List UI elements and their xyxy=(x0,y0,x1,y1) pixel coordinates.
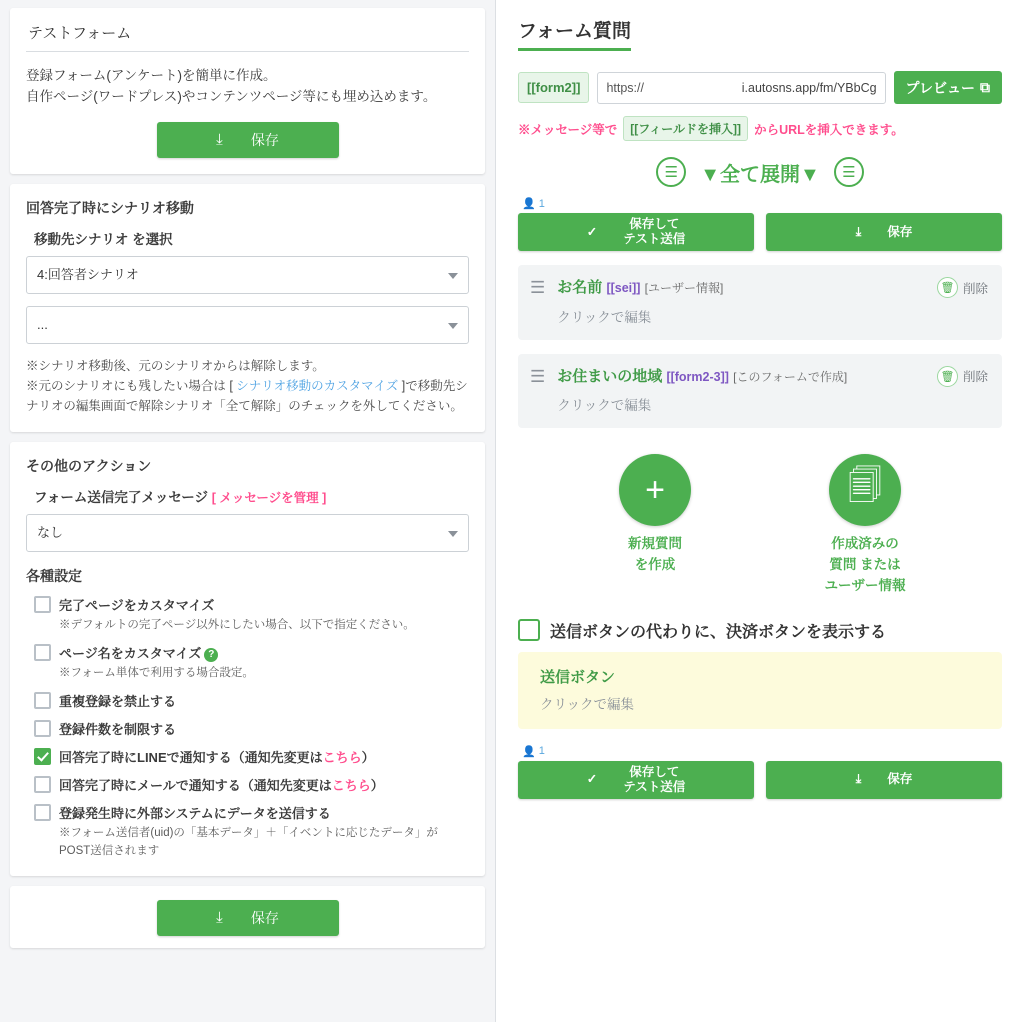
form-description-line2: 自作ページ(ワードプレス)やコンテンツページ等にも埋め込めます。 xyxy=(26,88,437,104)
checkbox-label-text-page-name: ページ名をカスタマイズ xyxy=(59,646,202,662)
save-and-test-label-top xyxy=(623,217,685,247)
list-icon-right[interactable]: ☰ xyxy=(834,157,864,187)
scenario-select-1-wrap xyxy=(26,256,469,294)
add-new-line2: を作成 xyxy=(634,556,676,572)
expand-all-button[interactable]: ▼全て展開▼ xyxy=(700,163,820,186)
scenario-note-2 xyxy=(26,376,469,416)
scenario-select-1[interactable] xyxy=(26,256,469,294)
scenario-section-title: 回答完了時にシナリオ移動 xyxy=(26,199,194,216)
other-actions-title: その他のアクション xyxy=(26,457,152,474)
submit-button-edit-hint: クリックで編集 xyxy=(540,696,634,712)
preview-button[interactable] xyxy=(894,71,1002,104)
download-icon-bottom: ⤓ xyxy=(216,909,223,927)
save-bar-bottom xyxy=(518,761,1002,799)
insert-note-post: からURLを挿入できます。 xyxy=(754,122,904,137)
form-tag-badge: [[form2]] xyxy=(518,72,589,103)
question-title-1 xyxy=(557,277,988,300)
url-host: i.autosns.app/fm/YBbCg xyxy=(741,80,877,95)
checkbox-label-notify-mail xyxy=(59,775,384,794)
other-actions-card xyxy=(10,442,485,876)
scenario-select-2[interactable] xyxy=(26,306,469,344)
submit-button-title: 送信ボタン xyxy=(540,668,616,686)
checkbox-label-prevent-duplicate: 重複登録を禁止する xyxy=(59,694,177,710)
trash-icon-1: 🗑 xyxy=(937,277,958,298)
settings-title: 各種設定 xyxy=(26,567,82,584)
add-existing-question-label xyxy=(790,534,940,597)
form-url-field[interactable] xyxy=(597,72,885,104)
count-badge-top-value: 1 xyxy=(538,197,545,210)
list-icon-left[interactable]: ☰ xyxy=(656,157,686,187)
save-test-line2-bottom: テスト送信 xyxy=(623,779,686,794)
add-existing-line1: 作成済みの xyxy=(831,536,899,551)
add-existing-line3: ユーザー情報 xyxy=(824,577,906,593)
save-button-right-top[interactable] xyxy=(766,213,1002,251)
save-label-right-bottom: 保存 xyxy=(887,772,913,787)
hint-customize-complete-page: ※デフォルトの完了ページ以外にしたい場合、以下で指定ください。 xyxy=(59,618,415,631)
checkbox-customize-page-name[interactable] xyxy=(34,644,51,661)
save-and-test-button-top[interactable] xyxy=(518,213,754,251)
check-circle-icon-bottom: ✓ xyxy=(586,772,598,787)
message-label: フォーム送信完了メッセージ xyxy=(34,489,209,505)
checkbox-prevent-duplicate[interactable] xyxy=(34,692,51,709)
checkbox-row-limit-count[interactable] xyxy=(34,719,469,738)
form-description xyxy=(26,66,469,108)
save-test-line1-top: 保存して xyxy=(629,217,680,231)
form-url-row xyxy=(518,71,1002,104)
count-badge-bottom xyxy=(522,745,1002,758)
question-edit-hint-1: クリックで編集 xyxy=(557,309,652,325)
plus-icon: + xyxy=(619,454,691,526)
question-title-2 xyxy=(557,366,988,389)
external-link-icon: ⧉ xyxy=(980,79,990,95)
checkbox-label-after-notify-line: ） xyxy=(361,750,375,766)
checkbox-external-post[interactable] xyxy=(34,804,51,821)
add-existing-line2: 質問 または xyxy=(829,556,901,572)
add-new-question-button[interactable] xyxy=(580,454,730,597)
save-button-top[interactable] xyxy=(157,122,339,158)
question-code-2: [[form2-3]] xyxy=(666,369,729,384)
help-icon[interactable]: ? xyxy=(204,648,218,662)
scenario-note-2-post: ]で移動先シナリオの編集画面で解除シナリオ「全て解除」のチェックを外してください。 xyxy=(26,378,468,413)
insert-note-pre: ※メッセージ等で xyxy=(518,122,618,137)
message-manage-link[interactable]: [ メッセージを管理 ] xyxy=(211,490,327,505)
message-select-wrap xyxy=(26,514,469,552)
checkbox-label-after-notify-mail: ） xyxy=(370,778,384,794)
delete-button-1[interactable] xyxy=(937,277,988,298)
drag-handle-icon-2[interactable]: ☰ xyxy=(530,366,546,386)
trash-icon-2: 🗑 xyxy=(937,366,958,387)
count-badge-bottom-value: 1 xyxy=(538,745,545,758)
scenario-select-2-wrap xyxy=(26,306,469,344)
save-button-bottom[interactable] xyxy=(157,900,339,936)
message-select[interactable] xyxy=(26,514,469,552)
checkbox-limit-count[interactable] xyxy=(34,720,51,737)
person-icon-bottom: 👤 xyxy=(522,745,536,758)
scenario-note-1: ※シナリオ移動後、元のシナリオからは解除します。 xyxy=(26,358,325,373)
add-new-question-label xyxy=(580,534,730,576)
hint-customize-page-name: ※フォーム単体で利用する場合設定。 xyxy=(59,667,254,680)
question-card-1[interactable] xyxy=(518,265,1002,340)
add-existing-question-button[interactable] xyxy=(790,454,940,597)
question-edit-hint-2: クリックで編集 xyxy=(557,398,652,413)
insert-field-note xyxy=(518,116,1002,141)
checkbox-row-notify-line[interactable] xyxy=(34,747,469,766)
message-label-row xyxy=(34,486,469,506)
add-new-line1: 新規質問 xyxy=(628,536,682,551)
check-circle-icon-top: ✓ xyxy=(586,224,598,239)
save-test-line1-bottom: 保存して xyxy=(629,764,680,779)
preview-button-label: プレビュー xyxy=(905,79,975,96)
form-info-card xyxy=(10,8,485,174)
checkbox-payment-button[interactable] xyxy=(518,619,540,641)
question-meta-2: [このフォームで作成] xyxy=(733,369,848,384)
checkbox-label-customize-complete-page: 完了ページをカスタマイズ xyxy=(59,597,215,613)
save-and-test-label-bottom xyxy=(623,765,685,795)
notify-line-link[interactable]: こちら xyxy=(322,750,362,766)
download-icon-right-top: ⤓ xyxy=(855,224,862,239)
question-body-2 xyxy=(557,366,988,415)
save-button-top-label: 保存 xyxy=(250,131,279,148)
save-button-bottom-label: 保存 xyxy=(250,909,279,926)
add-question-row xyxy=(518,454,1002,597)
payment-button-label: 送信ボタンの代わりに、決済ボタンを表示する xyxy=(550,623,887,641)
bottom-save-card xyxy=(10,886,485,948)
form-description-line1: 登録フォーム(アンケート)を簡単に作成。 xyxy=(26,68,277,83)
delete-label-2: 削除 xyxy=(962,370,988,384)
person-icon-top: 👤 xyxy=(522,198,536,210)
question-name-1: お名前 xyxy=(557,279,603,296)
save-test-line2-top: テスト送信 xyxy=(623,232,686,246)
delete-label-1: 削除 xyxy=(962,281,988,296)
download-icon: ⤓ xyxy=(216,131,223,149)
payment-button-checkbox-row[interactable] xyxy=(518,619,1002,642)
checkbox-label-text-notify-line: 回答完了時にLINEで通知する（通知先変更は xyxy=(59,750,323,766)
scenario-customize-link[interactable]: シナリオ移動のカスタマイズ xyxy=(236,378,399,393)
checkbox-label-external-post: 登録発生時に外部システムにデータを送信する xyxy=(59,806,331,822)
notify-mail-link[interactable]: こちら xyxy=(331,778,371,794)
right-panel xyxy=(496,0,1024,1022)
expand-all-row xyxy=(518,157,1002,187)
question-card-2[interactable] xyxy=(518,354,1002,429)
checkbox-notify-mail[interactable] xyxy=(34,776,51,793)
question-code-1: [[sei]] xyxy=(606,281,641,295)
download-icon-right-bottom: ⤓ xyxy=(855,772,862,787)
scenario-card xyxy=(10,184,485,432)
checkbox-label-customize-page-name xyxy=(59,643,218,662)
checkbox-notify-line[interactable] xyxy=(34,748,51,765)
checkbox-row-notify-mail[interactable] xyxy=(34,775,469,794)
left-panel xyxy=(0,0,496,1022)
form-title-input[interactable] xyxy=(26,20,469,52)
checkbox-label-notify-line xyxy=(59,747,375,766)
question-name-2: お住まいの地域 xyxy=(557,367,663,385)
checkbox-label-text-notify-mail: 回答完了時にメールで通知する（通知先変更は xyxy=(59,778,332,794)
save-label-right-top: 保存 xyxy=(887,224,913,239)
checkbox-row-prevent-duplicate[interactable] xyxy=(34,691,469,710)
delete-button-2[interactable] xyxy=(937,366,988,387)
url-scheme: https:// xyxy=(606,80,644,95)
question-meta-1: [ユーザー情報] xyxy=(644,281,724,295)
scenario-sub-title: 移動先シナリオ を選択 xyxy=(34,231,173,247)
count-badge-top xyxy=(522,197,1002,210)
question-body-1 xyxy=(557,277,988,326)
checkbox-row-customize-page-name[interactable] xyxy=(34,643,469,662)
hint-external-post: ※フォーム送信者(uid)の「基本データ」＋「イベントに応じたデータ」がPOST送信されます xyxy=(59,827,438,857)
submit-button-card[interactable] xyxy=(518,652,1002,729)
scenario-note-2-pre: ※元のシナリオにも残したい場合は [ xyxy=(26,378,237,393)
checkbox-label-limit-count: 登録件数を制限する xyxy=(59,722,177,738)
page-title: フォーム質問 xyxy=(518,16,631,51)
checkbox-row-external-post[interactable] xyxy=(34,803,469,822)
save-bar-top xyxy=(518,213,1002,251)
save-and-test-button-bottom[interactable] xyxy=(518,761,754,799)
drag-handle-icon-1[interactable]: ☰ xyxy=(530,278,546,297)
save-button-right-bottom[interactable] xyxy=(766,761,1002,799)
insert-field-chip[interactable]: [[フィールドを挿入]] xyxy=(623,116,748,141)
checkbox-customize-complete-page[interactable] xyxy=(34,596,51,613)
copy-icon: 🗐 xyxy=(829,454,901,526)
checkbox-row-customize-complete-page[interactable] xyxy=(34,595,469,614)
